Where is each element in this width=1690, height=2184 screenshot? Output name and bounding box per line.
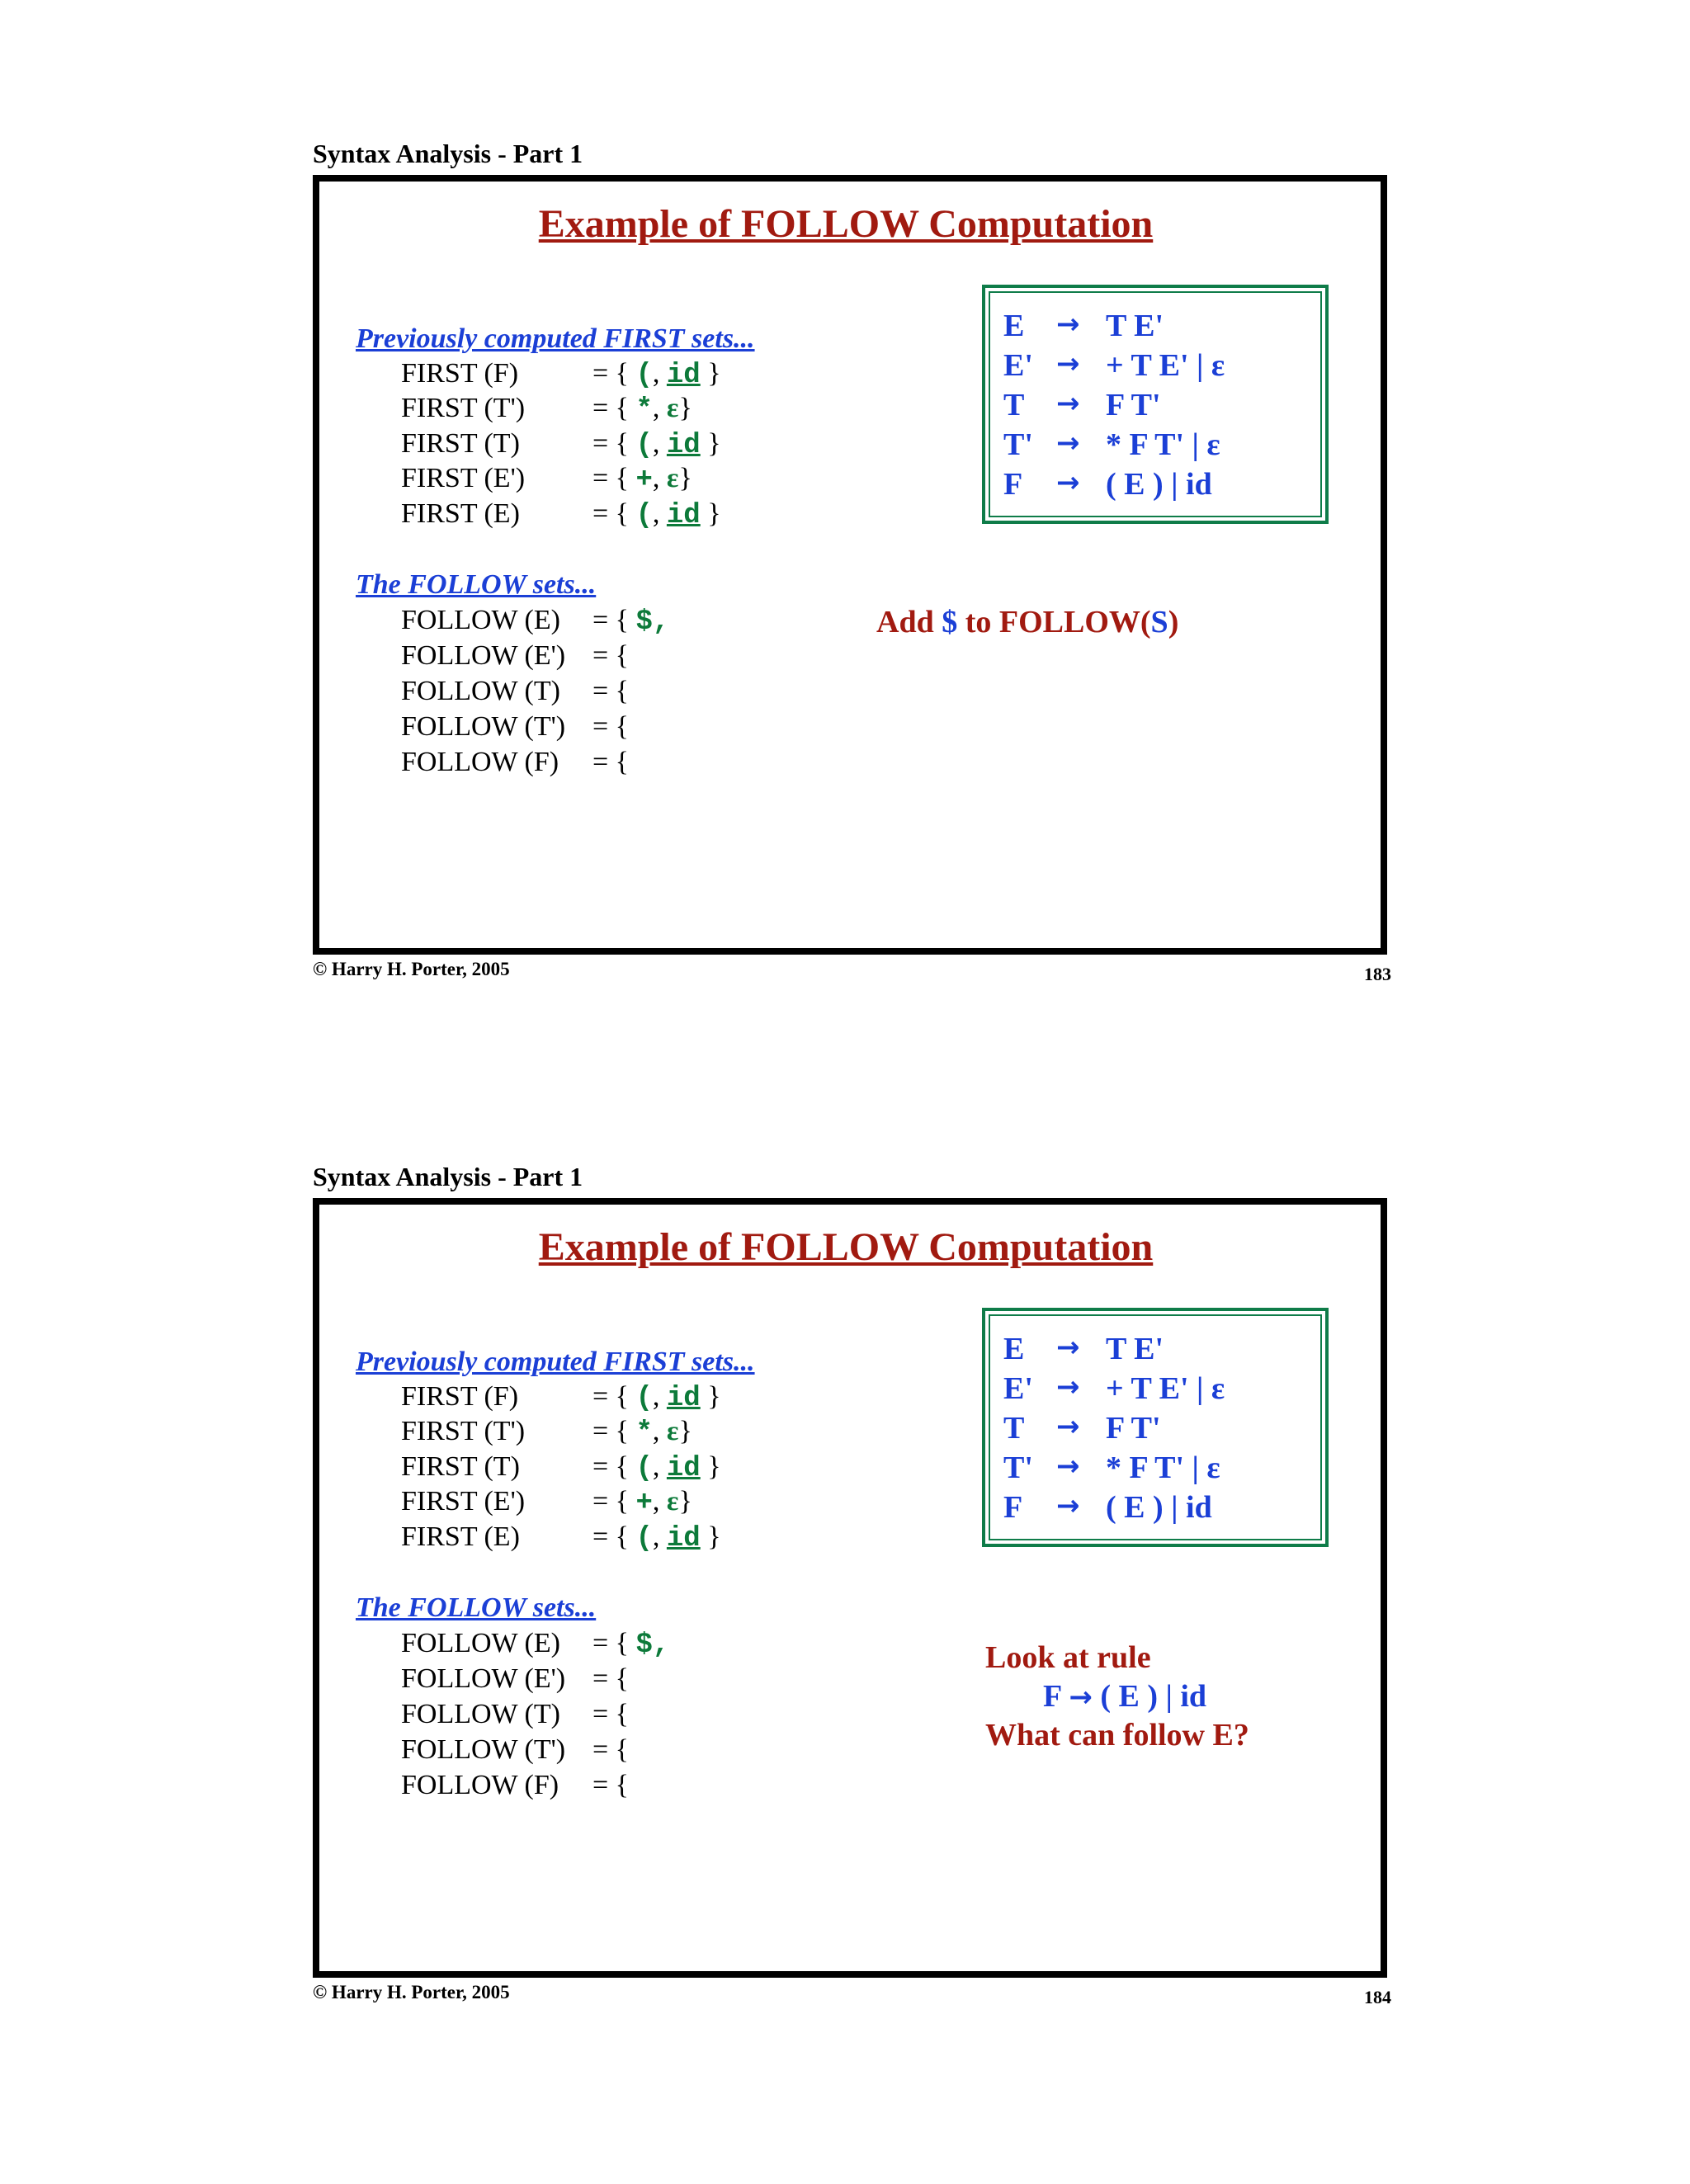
note-rule: F → ( E ) | id (1043, 1679, 1207, 1714)
first-set-name: FIRST (E) (401, 498, 520, 529)
follow-set-value: = { (592, 676, 629, 706)
first-set-value: = { *, ε} (592, 1416, 692, 1449)
grammar-box (982, 285, 1329, 524)
follow-set-name: FOLLOW (E) (401, 605, 560, 635)
first-sets-label: Previously computed FIRST sets... (356, 1347, 755, 1377)
follow-set-name: FOLLOW (T) (401, 1699, 560, 1729)
follow-note: Add $ to FOLLOW(S) (876, 605, 1179, 639)
arrow-icon: → (1056, 1410, 1080, 1443)
arrow-icon: → (1056, 427, 1080, 460)
follow-set-name: FOLLOW (E') (401, 1663, 566, 1694)
grammar-rules: E → T E' E' → + T E' | ε T → F T' T' → * F T' | ε F → ( E ) | id (989, 1314, 1322, 1540)
arrow-icon: → (1056, 387, 1080, 420)
page-number: 184 (1364, 1987, 1391, 2007)
slide-title: Example of FOLLOW Computation (538, 1225, 1154, 1269)
follow-set-value: = { (592, 711, 629, 742)
follow-set-name: FOLLOW (E') (401, 640, 566, 671)
arrow-icon: → (1056, 308, 1080, 341)
slide-header: Syntax Analysis - Part 1 (313, 139, 583, 168)
follow-set-name: FOLLOW (F) (401, 747, 559, 777)
arrow-icon: → (1056, 1450, 1080, 1483)
follow-set-value: = { (592, 1770, 629, 1800)
arrow-icon: → (1056, 347, 1080, 380)
arrow-icon: → (1056, 1489, 1080, 1522)
first-set-name: FIRST (F) (401, 1381, 519, 1412)
note-line-1: Look at rule (985, 1640, 1151, 1675)
first-set-value: = { (, id } (592, 358, 721, 391)
follow-set-name: FOLLOW (T) (401, 676, 560, 706)
follow-set-value: = { $, (592, 1628, 670, 1661)
first-set-value: = { *, ε} (592, 393, 692, 426)
first-set-name: FIRST (E') (401, 463, 526, 493)
first-sets-label: Previously computed FIRST sets... (356, 323, 755, 354)
follow-set-name: FOLLOW (T') (401, 711, 566, 742)
follow-set-name: FOLLOW (F) (401, 1770, 559, 1800)
slide-title: Example of FOLLOW Computation (538, 202, 1154, 246)
slide-header: Syntax Analysis - Part 1 (313, 1162, 583, 1191)
arrow-icon: → (1056, 466, 1080, 499)
follow-set-name: FOLLOW (E) (401, 1628, 560, 1658)
slide-183 (0, 0, 1690, 1023)
first-set-name: FIRST (E') (401, 1486, 526, 1517)
follow-sets-label: The FOLLOW sets... (356, 1592, 597, 1623)
first-set-value: = { (, id } (592, 1381, 721, 1414)
first-set-name: FIRST (E) (401, 1521, 520, 1552)
first-set-value: = { +, ε} (592, 463, 692, 496)
page-number: 183 (1364, 964, 1391, 984)
grammar-box (982, 1308, 1329, 1547)
first-set-value: = { (, id } (592, 1451, 721, 1484)
follow-set-value: = { $, (592, 605, 670, 638)
follow-set-value: = { (592, 747, 629, 777)
follow-set-value: = { (592, 1734, 629, 1765)
first-set-name: FIRST (T') (401, 1416, 526, 1446)
first-set-name: FIRST (T) (401, 428, 520, 459)
first-set-value: = { (, id } (592, 1521, 721, 1554)
note-line-3: What can follow E? (985, 1718, 1249, 1752)
follow-set-name: FOLLOW (T') (401, 1734, 566, 1765)
first-set-value: = { +, ε} (592, 1486, 692, 1519)
first-set-value: = { (, id } (592, 428, 721, 461)
copyright: © Harry H. Porter, 2005 (313, 1982, 510, 2002)
arrow-icon: → (1056, 1331, 1080, 1364)
first-set-name: FIRST (F) (401, 358, 519, 389)
follow-set-value: = { (592, 640, 629, 671)
first-set-name: FIRST (T') (401, 393, 526, 423)
follow-set-value: = { (592, 1663, 629, 1694)
slide-184 (0, 1023, 1690, 2046)
follow-sets-label: The FOLLOW sets... (356, 569, 597, 600)
copyright: © Harry H. Porter, 2005 (313, 959, 510, 979)
arrow-icon: → (1056, 1370, 1080, 1403)
follow-set-value: = { (592, 1699, 629, 1729)
first-set-name: FIRST (T) (401, 1451, 520, 1482)
grammar-rules: E → T E' E' → + T E' | ε T → F T' T' → * F T' | ε F → ( E ) | id (989, 291, 1322, 517)
first-set-value: = { (, id } (592, 498, 721, 531)
arrow-icon: → (1069, 1681, 1093, 1714)
